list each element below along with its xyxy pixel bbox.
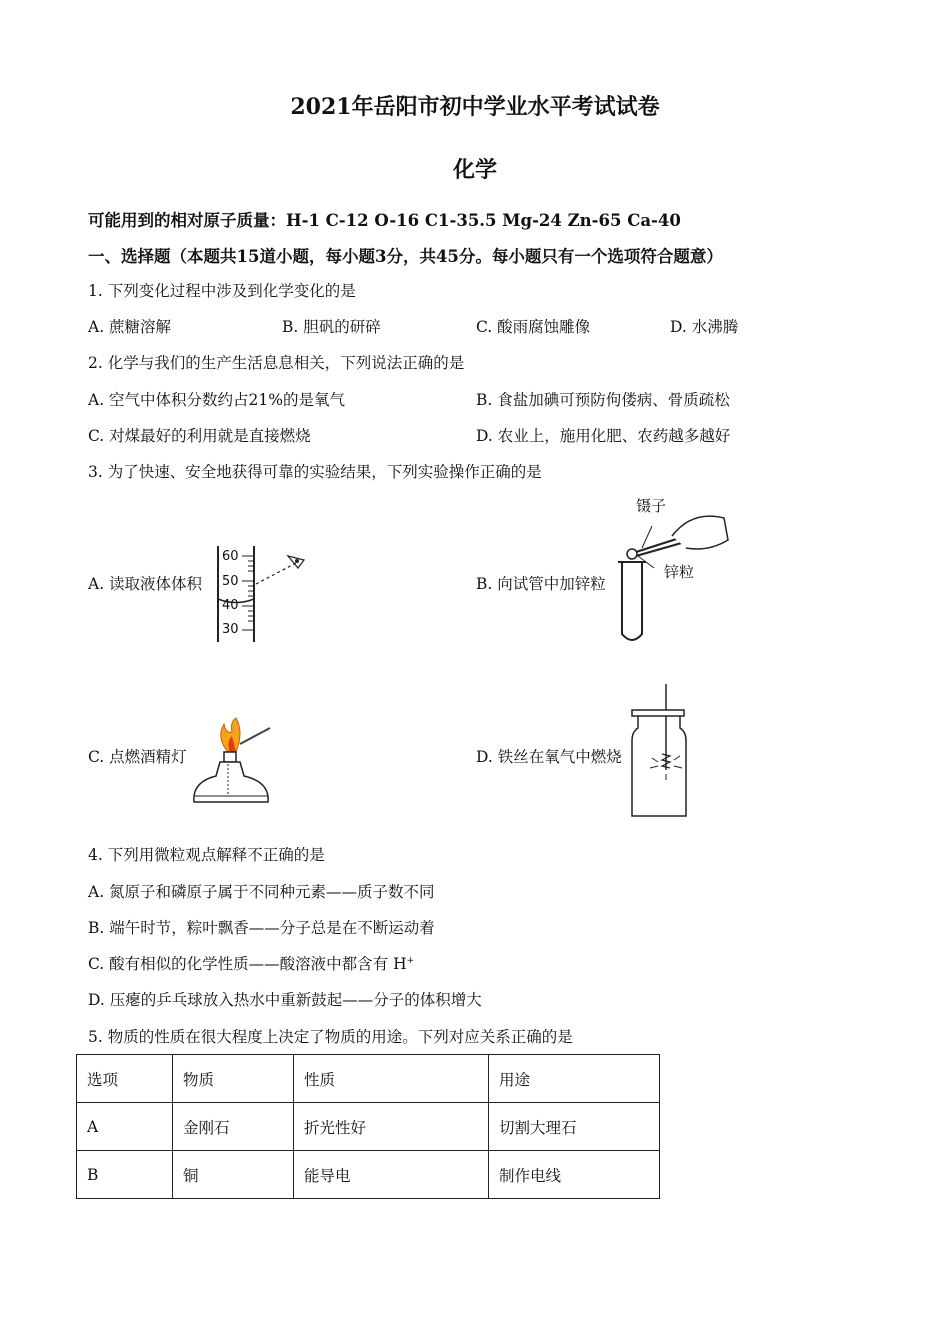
q3-option-a: A. 读取液体体积 bbox=[88, 575, 203, 593]
q2-option-a: A. 空气中体积分数约占21%的是氧气 bbox=[88, 391, 345, 409]
table-header-cell: 性质 bbox=[294, 1055, 489, 1103]
question-3-stem: 3. 为了快速、安全地获得可靠的实验结果，下列实验操作正确的是 bbox=[88, 463, 542, 481]
q1-option-d: D. 水沸腾 bbox=[670, 318, 739, 336]
q2-option-d: D. 农业上，施用化肥、农药越多越好 bbox=[476, 427, 731, 445]
q4-option-a: A. 氮原子和磷原子属于不同种元素——质子数不同 bbox=[88, 883, 435, 901]
table-cell: 折光性好 bbox=[294, 1103, 489, 1151]
tweezers-label: 镊子 bbox=[636, 497, 667, 515]
atomic-masses: 可能用到的相对原子质量：H-1 C-12 O-16 C1-35.5 Mg-24 Zn-65 Ca-40 bbox=[88, 211, 681, 230]
zinc-label: 锌粒 bbox=[664, 563, 695, 581]
table-cell: 能导电 bbox=[294, 1151, 489, 1199]
table-header-row bbox=[77, 1055, 660, 1103]
table-cell: B bbox=[77, 1151, 173, 1199]
q1-option-c: C. 酸雨腐蚀雕像 bbox=[476, 318, 591, 336]
q4-option-c bbox=[88, 952, 414, 974]
hydrogen-ion-charge: + bbox=[406, 955, 415, 966]
exam-title: 2021年岳阳市初中学业水平考试试卷 bbox=[290, 94, 660, 120]
q2-option-b: B. 食盐加碘可预防佝偻病、骨质疏松 bbox=[476, 391, 730, 409]
table-header-cell: 选项 bbox=[77, 1055, 173, 1103]
q3-option-d: D. 铁丝在氧气中燃烧 bbox=[476, 748, 622, 766]
subject-title: 化学 bbox=[452, 157, 497, 183]
q3-option-b: B. 向试管中加锌粒 bbox=[476, 575, 606, 593]
question-5-stem: 5. 物质的性质在很大程度上决定了物质的用途。下列对应关系正确的是 bbox=[88, 1028, 573, 1046]
q5-table bbox=[76, 1054, 660, 1199]
alcohol-lamp-figure bbox=[188, 718, 278, 818]
question-2-stem: 2. 化学与我们的生产生活息息相关，下列说法正确的是 bbox=[88, 354, 465, 372]
gas-jar-figure bbox=[628, 684, 692, 818]
q1-option-b: B. 胆矾的研碎 bbox=[282, 318, 381, 336]
table-cell: 切割大理石 bbox=[489, 1103, 660, 1151]
table-row bbox=[77, 1103, 660, 1151]
q4-option-c-text: C. 酸有相似的化学性质——酸溶液中都含有 H bbox=[88, 955, 407, 973]
question-4-stem: 4. 下列用微粒观点解释不正确的是 bbox=[88, 846, 325, 864]
table-header-cell: 物质 bbox=[173, 1055, 294, 1103]
table-cell: 金刚石 bbox=[173, 1103, 294, 1151]
q4-option-b: B. 端午时节，粽叶飘香——分子总是在不断运动着 bbox=[88, 919, 435, 937]
q4-option-d: D. 压瘪的乒乓球放入热水中重新鼓起——分子的体积增大 bbox=[88, 991, 482, 1009]
table-cell: 铜 bbox=[173, 1151, 294, 1199]
q1-option-a: A. 蔗糖溶解 bbox=[88, 318, 172, 336]
question-1-stem: 1. 下列变化过程中涉及到化学变化的是 bbox=[88, 282, 356, 300]
table-header-cell: 用途 bbox=[489, 1055, 660, 1103]
table-cell: A bbox=[77, 1103, 173, 1151]
cylinder-tick-30: 30 bbox=[222, 622, 239, 637]
q2-option-c: C. 对煤最好的利用就是直接燃烧 bbox=[88, 427, 311, 445]
q3-option-c: C. 点燃酒精灯 bbox=[88, 748, 187, 766]
cylinder-tick-50: 50 bbox=[222, 574, 239, 589]
table-cell: 制作电线 bbox=[489, 1151, 660, 1199]
cylinder-tick-40: 40 bbox=[222, 598, 239, 613]
table-row bbox=[77, 1151, 660, 1199]
cylinder-tick-60: 60 bbox=[222, 549, 239, 564]
section-heading: 一、选择题（本题共15道小题，每小题3分，共45分。每小题只有一个选项符合题意） bbox=[88, 247, 723, 266]
